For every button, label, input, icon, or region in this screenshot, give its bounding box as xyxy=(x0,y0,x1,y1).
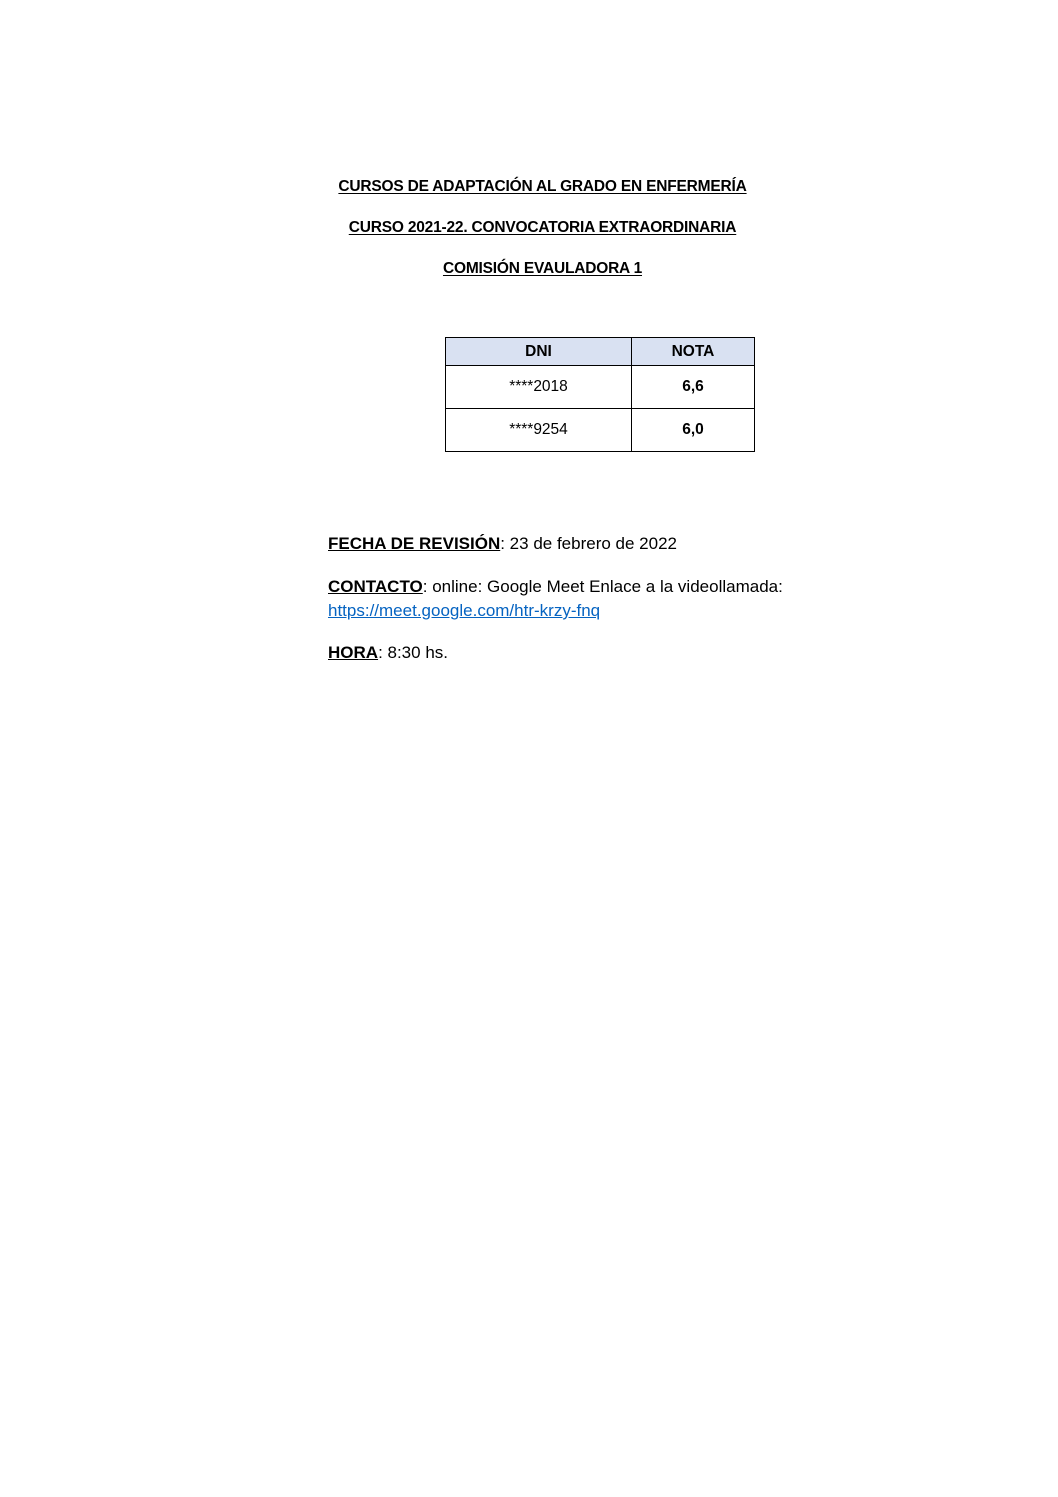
review-date-value: : 23 de febrero de 2022 xyxy=(500,534,677,553)
dni-cell: ****2018 xyxy=(446,366,632,409)
time-paragraph xyxy=(328,643,448,663)
contact-value: : online: Google Meet Enlace a la videollamada: xyxy=(422,577,783,596)
time-label: HORA xyxy=(328,643,379,662)
table-header-row xyxy=(446,338,755,366)
review-date-paragraph xyxy=(328,534,677,554)
nota-cell: 6,0 xyxy=(632,409,755,452)
time-value: : 8:30 hs. xyxy=(378,643,448,662)
dni-cell: ****9254 xyxy=(446,409,632,452)
table-row xyxy=(446,366,755,409)
table-row xyxy=(446,409,755,452)
title-line-1: CURSOS DE ADAPTACIÓN AL GRADO EN ENFERMERÍA xyxy=(338,178,747,195)
nota-cell: 6,6 xyxy=(632,366,755,409)
contact-paragraph xyxy=(328,575,783,623)
grades-table xyxy=(445,337,755,452)
contact-label: CONTACTO xyxy=(328,577,423,596)
review-date-label: FECHA DE REVISIÓN xyxy=(328,534,501,553)
title-line-2: CURSO 2021-22. CONVOCATORIA EXTRAORDINARIA xyxy=(348,219,737,236)
meet-link[interactable]: https://meet.google.com/htr-krzy-fnq xyxy=(328,601,601,620)
column-header-nota: NOTA xyxy=(632,338,755,366)
column-header-dni: DNI xyxy=(446,338,632,366)
title-line-3: COMISIÓN EVAULADORA 1 xyxy=(442,260,643,277)
